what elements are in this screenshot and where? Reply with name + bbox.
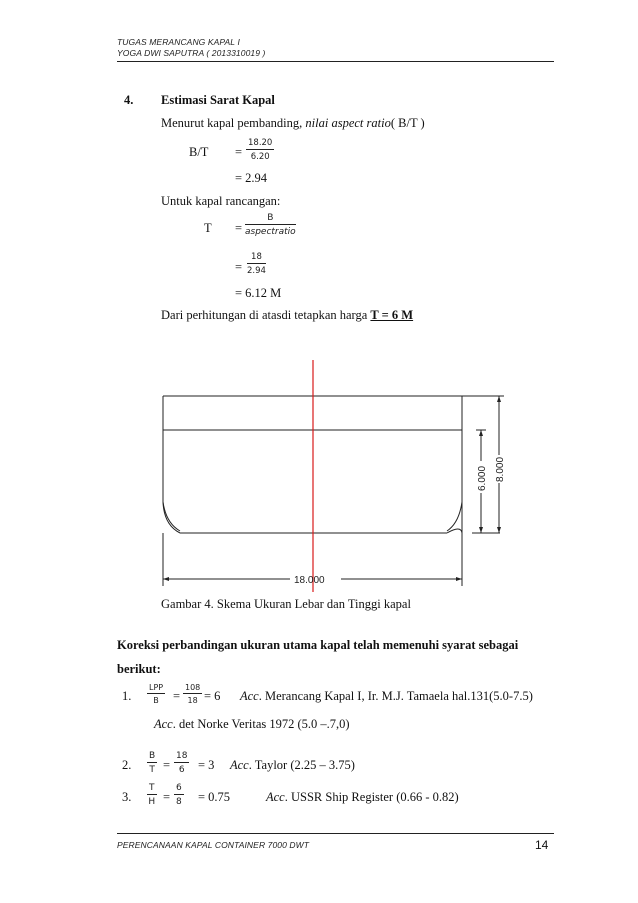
arrow-icon [497, 527, 501, 533]
t2-num: 18 [247, 252, 266, 264]
untuk-line: Untuk kapal rancangan: [161, 194, 281, 208]
intro-prefix: Menurut kapal pembanding, [161, 116, 306, 130]
item-1-acc2: Acc [154, 717, 173, 731]
item-3-frac-b-den: 8 [176, 797, 182, 807]
item-3-frac-a-num: T [149, 783, 155, 793]
arrow-icon [479, 527, 483, 533]
item-3-frac-a [147, 783, 157, 807]
footer-title: PERENCANAAN KAPAL CONTAINER 7000 DWT [117, 840, 310, 850]
t-den: aspectratio [245, 227, 296, 237]
t-fraction [245, 213, 296, 237]
item-2-result: = 3 [198, 758, 215, 772]
dim-height-label: 8.000 [495, 456, 506, 482]
conclusion-line [161, 308, 413, 323]
item-3-acc: Acc [266, 790, 285, 804]
item-1-ref [240, 689, 533, 704]
conclusion-prefix: Dari perhitungan di atasdi tetapkan harga [161, 308, 371, 322]
item-1-frac-a-den: B [153, 696, 159, 705]
item-1-frac-b-num: 108 [185, 683, 201, 692]
item-3-ref [266, 790, 459, 805]
item-1-ref2-text: . det Norke Veritas 1972 (5.0 –.7,0) [172, 717, 350, 731]
koreksi-line2: berikut: [117, 662, 161, 676]
t2-den: 2.94 [247, 266, 266, 276]
item-2-frac-a-num: B [149, 751, 156, 761]
item-1-frac-b [183, 683, 202, 705]
bt-den: 6.20 [250, 152, 270, 162]
figure-caption: Gambar 4. Skema Ukuran Lebar dan Tinggi kapal [161, 597, 411, 611]
eq-sign-2: = [235, 221, 243, 235]
header-rule [117, 61, 554, 62]
item-2-number: 2. [122, 758, 132, 772]
item-2-frac-b-den: 6 [178, 765, 185, 775]
item-3-eq: = [163, 790, 171, 804]
header-title: TUGAS MERANCANG KAPAL I [117, 37, 240, 47]
eq-sign-3: = [235, 260, 243, 274]
section-title: Estimasi Sarat Kapal [161, 93, 275, 107]
t-result: = 6.12 M [235, 286, 282, 300]
item-2-acc: Acc [230, 758, 249, 772]
dim-draft-label: 6.000 [477, 465, 488, 491]
bt-num: 18.20 [248, 138, 273, 148]
footer-rule [117, 833, 554, 834]
bt-result: = 2.94 [235, 171, 268, 185]
intro-suffix: ( B/T ) [390, 116, 425, 130]
item-2-frac-b-num: 18 [176, 751, 188, 761]
item-3-frac-b-num: 6 [176, 783, 182, 793]
header-author: YOGA DWI SAPUTRA ( 2013310019 ) [117, 48, 266, 58]
t-label: T [204, 221, 212, 235]
item-2-frac-a [147, 751, 157, 775]
intro-italic: nilai aspect ratio [305, 116, 391, 130]
arrow-icon [456, 577, 462, 581]
item-1-ref2 [154, 717, 350, 732]
item-1-eq: = [173, 689, 181, 703]
arrow-icon [497, 396, 501, 402]
item-2-eq: = [163, 758, 171, 772]
ship-section-diagram [150, 355, 520, 595]
bt-fraction [246, 138, 274, 162]
item-1-result: = 6 [204, 689, 221, 703]
koreksi-line1: Koreksi perbandingan ukuran utama kapal telah memenuhi syarat sebagai [117, 638, 519, 652]
item-1-acc: Acc [240, 689, 259, 703]
dim-width-label: 18.000 [294, 575, 325, 586]
item-3-number: 3. [122, 790, 132, 804]
conclusion-value: T = 6 M [370, 308, 414, 322]
arrow-icon [479, 430, 483, 436]
item-2-frac-b [174, 751, 189, 775]
item-1-ref-text: . Merancang Kapal I, Ir. M.J. Tamaela hal.131(5.0-7.5) [258, 689, 533, 703]
item-2-ref [230, 758, 355, 773]
item-3-frac-a-den: H [148, 797, 156, 807]
eq-sign-1: = [235, 145, 243, 159]
item-3-frac-b [174, 783, 184, 807]
item-1-number: 1. [122, 689, 132, 703]
item-1-frac-b-den: 18 [187, 696, 198, 705]
item-3-result: = 0.75 [198, 790, 231, 804]
t2-fraction [247, 252, 266, 276]
item-2-ref-text: . Taylor (2.25 – 3.75) [248, 758, 355, 772]
bt-label: B/T [189, 145, 209, 159]
intro-line [161, 116, 425, 131]
page-number: 14 [535, 838, 549, 852]
section-number: 4. [124, 93, 134, 107]
t-num: B [245, 213, 296, 225]
item-1-frac-a-num: LPP [149, 683, 164, 692]
item-2-frac-a-den: T [149, 765, 155, 775]
arrow-icon [163, 577, 169, 581]
item-1-frac-a [147, 683, 165, 705]
item-3-ref-text: . USSR Ship Register (0.66 - 0.82) [284, 790, 459, 804]
